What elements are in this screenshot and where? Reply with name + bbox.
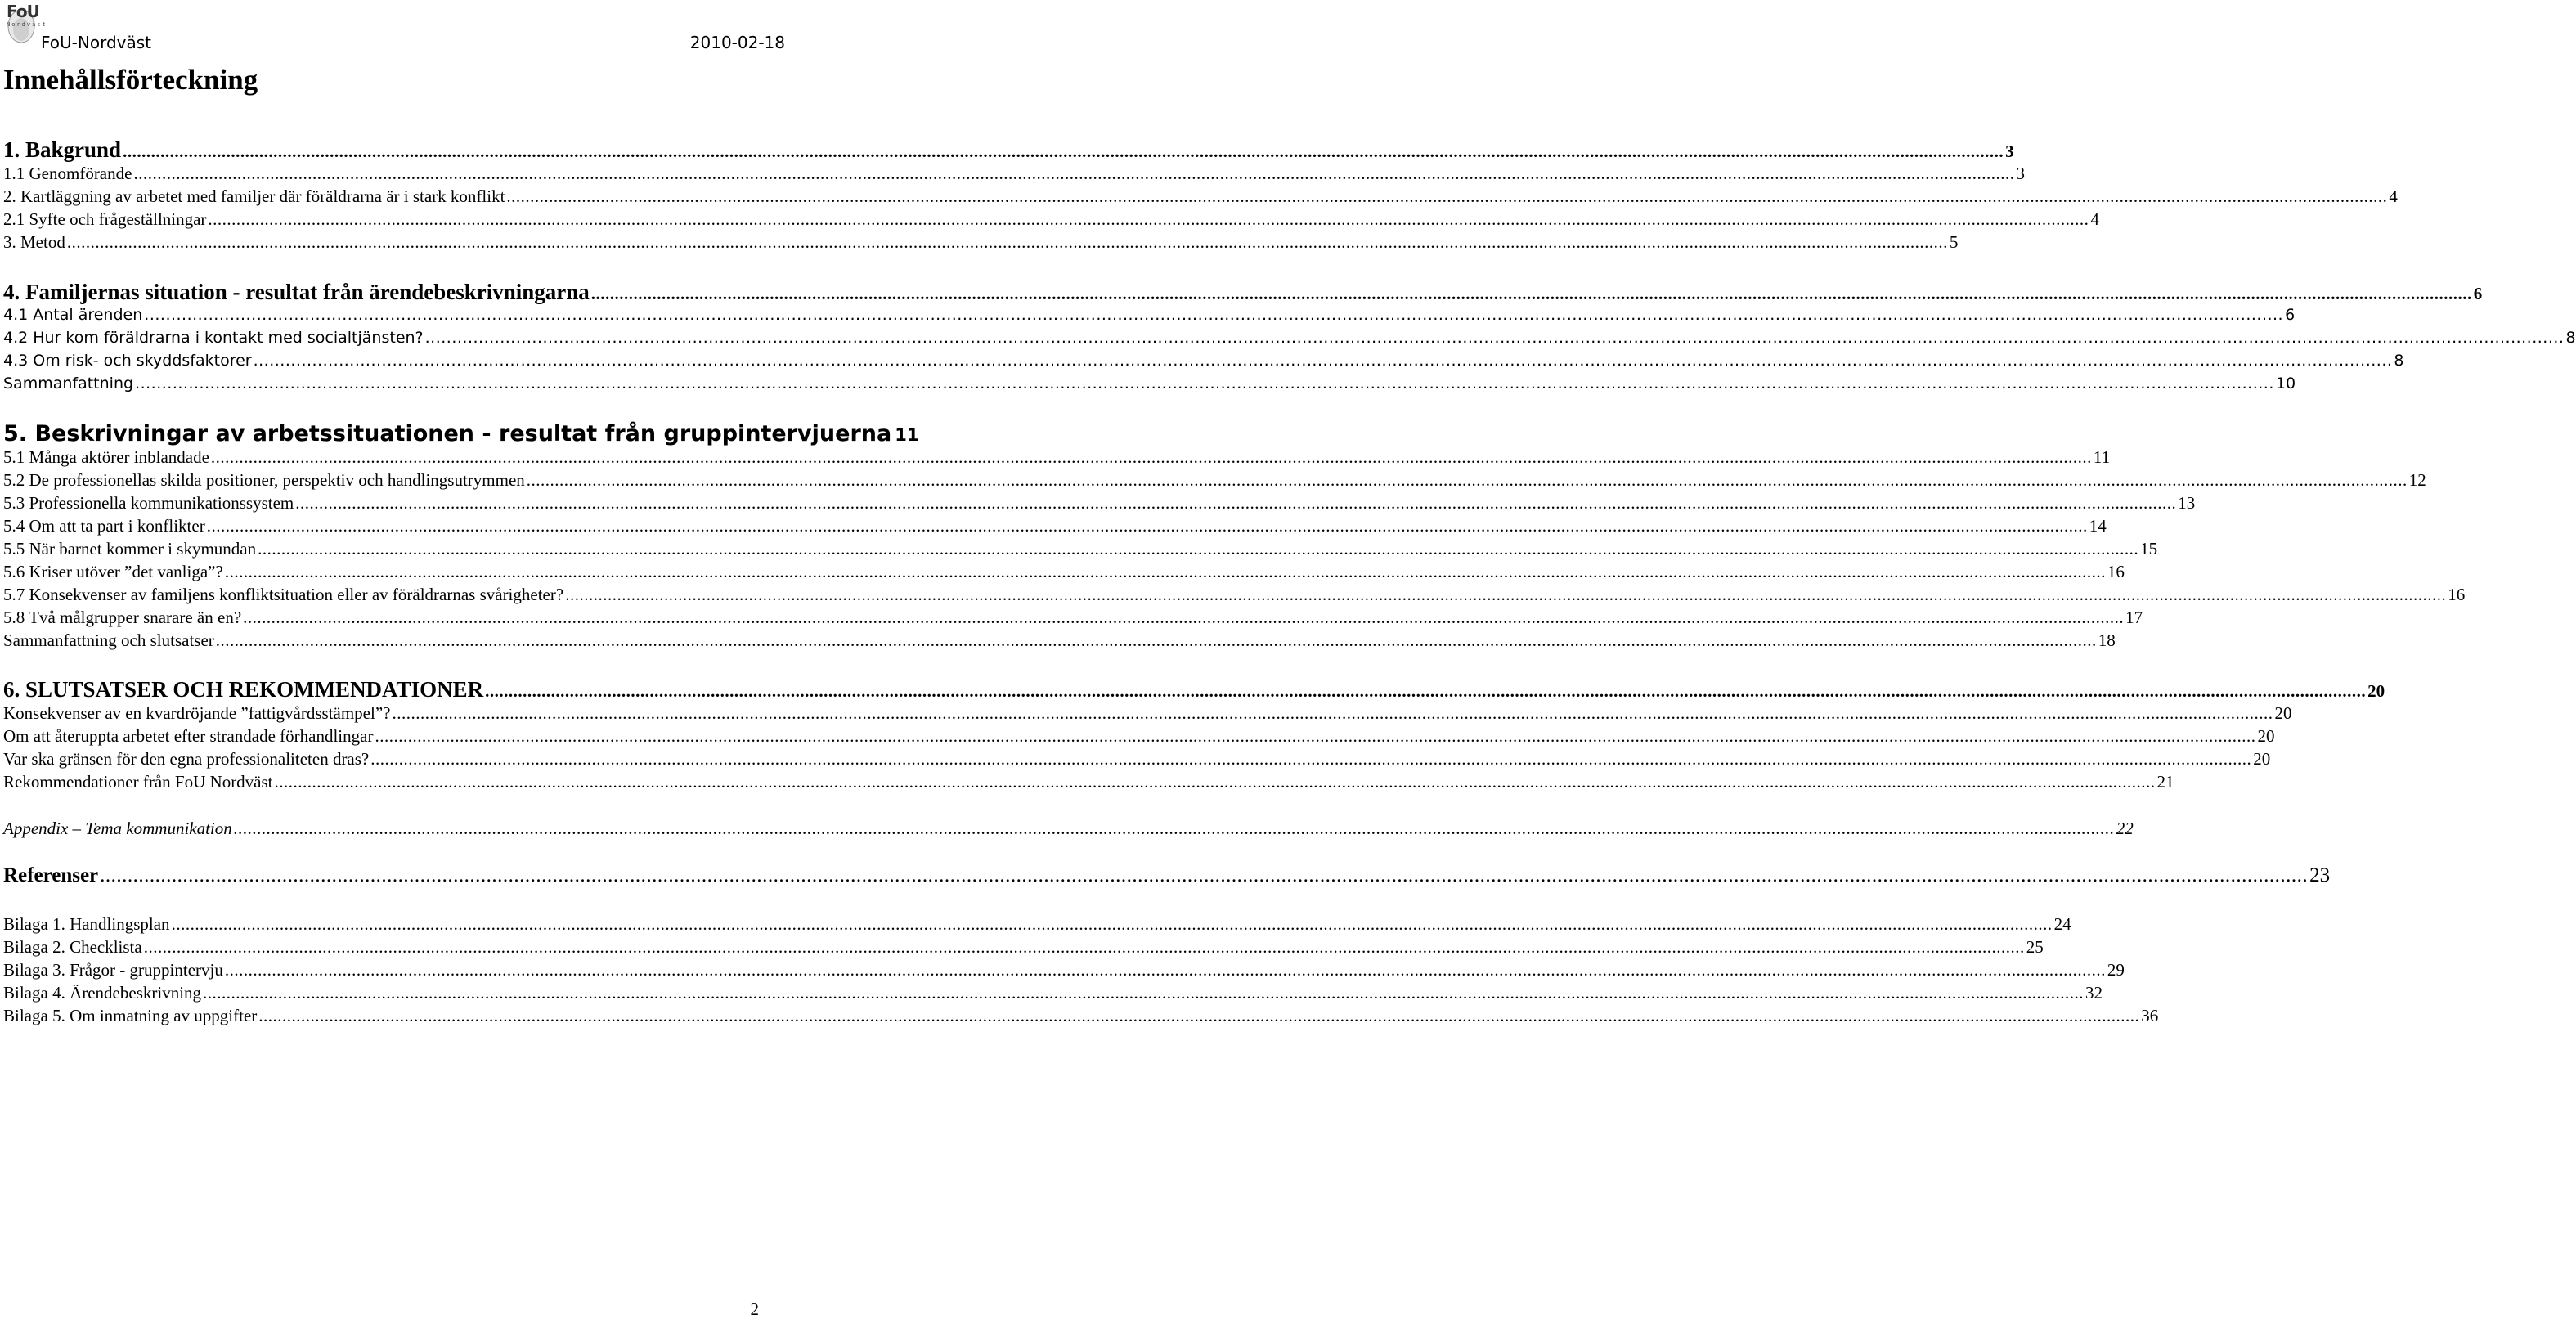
toc-entry-page: 3 [2005,141,2014,161]
toc-entry-label: 4. Familjernas situation - resultat från ärendebeskrivningarna [3,280,590,304]
toc-entry[interactable] [3,186,2398,207]
toc-entry[interactable] [3,306,2296,324]
toc-entry-page: 8 [2394,352,2404,370]
toc-leader-dots [485,681,2366,702]
toc-entry[interactable] [3,749,2271,769]
toc-entry-page: 6 [2285,306,2296,324]
toc-leader-dots [392,703,2273,724]
toc-entry-label: Rekommendationer från FoU Nordväst [3,772,273,792]
toc-entry-page: 22 [2116,819,2134,838]
toc-entry-page: 16 [2107,562,2125,581]
toc-leader-dots [258,1006,2139,1026]
toc-entry-label: 5.4 Om att ta part i konflikter [3,516,205,536]
toc-entry-page: 5 [1949,232,1959,252]
toc-entry-label: Om att återuppta arbetet efter strandade förhandlingar [3,726,374,746]
toc-entry-label: Bilaga 1. Handlingsplan [3,914,170,934]
toc-entry-page: 16 [2448,585,2466,604]
toc-entry[interactable] [3,608,2143,628]
toc-entry[interactable] [3,677,2385,702]
toc-entry[interactable] [3,280,2483,305]
fou-logo [2,2,47,43]
toc-entry-page: 12 [2408,470,2426,490]
toc-entry[interactable] [3,914,2071,935]
toc-entry[interactable] [3,562,2125,582]
toc-entry-page: 8 [2565,329,2576,347]
toc-entry-label: Bilaga 3. Frågor - gruppintervju [3,960,223,980]
toc-entry[interactable] [3,772,2174,792]
toc-entry-page: 29 [2107,960,2125,980]
toc-entry-label: Sammanfattning och slutsatser [3,630,214,650]
document-date: 2010-02-18 [689,33,785,52]
toc-entry-label: 1. Bakgrund [3,137,122,162]
toc-leader-dots [207,516,2088,536]
toc-leader-dots [425,329,2565,347]
toc-leader-dots [225,960,2106,980]
toc-leader-dots [208,209,2089,230]
toc-entry-label: 5. Beskrivningar av arbetssituationen - resultat från gruppintervjuerna [3,421,892,446]
toc-entry[interactable] [3,539,2158,559]
toc-entry-label: 3. Metod [3,232,65,252]
toc-leader-dots [144,306,2283,324]
toc-entry[interactable] [3,329,2576,347]
toc-entry[interactable] [3,209,2099,230]
toc-entry-label: Bilaga 2. Checklista [3,937,142,957]
toc-entry-label: 5.7 Konsekvenser av familjens konfliktsituation eller av föräldrarnas svårigheter? [3,585,564,604]
toc-entry-page: 25 [2026,937,2044,957]
toc-entry-page: 20 [2257,726,2275,746]
logo-main-text: FoU [7,2,39,21]
toc-leader-dots [591,284,2472,304]
toc-title: Innehållsförteckning [3,64,258,96]
organization-name: FoU-Nordväst [41,33,151,52]
toc-leader-dots [565,585,2446,605]
toc-leader-dots [100,864,2308,887]
toc-leader-dots [375,726,2255,747]
toc-entry[interactable] [3,585,2466,605]
toc-entry[interactable] [3,630,2116,651]
toc-entry-page: 24 [2053,914,2071,934]
toc-entry-label: 1.1 Genomförande [3,164,132,183]
toc-entry-page: 4 [2389,186,2398,206]
toc-leader-dots [258,539,2138,559]
toc-entry[interactable] [3,232,1959,253]
toc-entry[interactable] [3,421,919,446]
toc-entry[interactable] [3,726,2275,747]
toc-leader-dots [295,493,2176,514]
toc-entry-label: 4.3 Om risk- och skyddsfaktorer [3,352,252,370]
toc-entry[interactable] [3,983,2103,1003]
toc-leader-dots [225,562,2106,582]
toc-entry-page: 20 [2253,749,2271,769]
toc-entry-label: 5.2 De professionellas skilda positioner, perspektiv och handlingsutrymmen [3,470,525,490]
toc-leader-dots [211,447,2092,468]
toc-entry-page: 21 [2156,772,2174,792]
toc-entry[interactable] [3,447,2111,468]
toc-entry-page: 15 [2140,539,2158,559]
toc-entry[interactable] [3,470,2426,491]
toc-entry-label: 5.1 Många aktörer inblandade [3,447,209,467]
toc-entry-label: 4.1 Antal ärenden [3,306,143,324]
toc-leader-dots [527,470,2408,491]
toc-entry-label: Bilaga 4. Ärendebeskrivning [3,983,202,1003]
toc-leader-dots [254,352,2393,370]
toc-entry[interactable] [3,164,2025,184]
toc-entry-page: 6 [2473,284,2483,303]
toc-entry[interactable] [3,960,2125,980]
toc-entry-label: 2.1 Syfte och frågeställningar [3,209,207,229]
page-number: 2 [750,1299,759,1319]
toc-entry-label: 5.6 Kriser utöver ”det vanliga”? [3,562,223,581]
toc-leader-dots [243,608,2124,628]
toc-entry-label: 2. Kartläggning av arbetet med familjer där föräldrarna är i stark konflikt [3,186,505,206]
toc-entry-label: 5.3 Professionella kommunikationssystem [3,493,294,513]
toc-entry-page: 17 [2125,608,2143,627]
toc-entry[interactable] [3,352,2404,370]
toc-entry[interactable] [3,137,2014,163]
toc-leader-dots [67,232,1948,253]
toc-leader-dots [135,375,2274,393]
toc-entry-page: 23 [2309,864,2331,886]
toc-leader-dots [133,164,2014,184]
toc-entry[interactable] [3,1006,2159,1026]
toc-leader-dots [275,772,2156,792]
toc-entry-label: Bilaga 5. Om inmatning av uppgifter [3,1006,258,1025]
toc-entry-page: 32 [2085,983,2103,1003]
toc-leader-dots [216,630,2097,651]
toc-entry[interactable] [3,937,2044,958]
toc-entry-page: 18 [2098,630,2116,650]
toc-entry-page: 20 [2367,681,2385,701]
toc-leader-dots [123,141,2004,162]
page-header [0,0,785,51]
toc-entry-page: 11 [2093,447,2111,467]
toc-entry[interactable] [3,819,2134,839]
toc-entry-label: Konsekvenser av en kvardröjande ”fattigvårdsstämpel”? [3,703,391,723]
toc-entry[interactable] [3,864,2331,887]
toc-entry-label: 5.5 När barnet kommer i skymundan [3,539,257,559]
toc-entry-page: 11 [895,425,919,445]
toc-entry-label: 4.2 Hur kom föräldrarna i kontakt med socialtjänsten? [3,329,424,347]
toc-leader-dots [172,914,2053,935]
toc-entry[interactable] [3,703,2292,724]
toc-entry-page: 3 [2016,164,2025,183]
toc-leader-dots [234,819,2115,839]
toc-entry-page: 4 [2090,209,2099,229]
toc-entry-label: Appendix – Tema kommunikation [3,819,232,838]
toc-entry-label: Var ska gränsen för den egna professionaliteten dras? [3,749,370,769]
toc-entry[interactable] [3,375,2296,393]
toc-entry[interactable] [3,516,2107,536]
toc-leader-dots [203,983,2084,1003]
toc-entry-page: 13 [2178,493,2196,513]
toc-entry-page: 10 [2275,375,2296,393]
toc-leader-dots [144,937,2025,958]
toc-entry-label: 6. SLUTSATSER OCH REKOMMENDATIONER [3,677,484,702]
toc-entry-page: 20 [2274,703,2292,723]
toc-entry-label: Referenser [3,864,99,886]
toc-leader-dots [506,186,2387,207]
toc-entry-page: 14 [2089,516,2107,536]
toc-entry-label: Sammanfattning [3,375,134,393]
toc-entry[interactable] [3,493,2196,514]
toc-entry-label: 5.8 Två målgrupper snarare än en? [3,608,242,627]
logo-sub-text: Nordväst [7,21,47,28]
toc-entry-page: 36 [2141,1006,2159,1025]
toc-leader-dots [370,749,2251,769]
